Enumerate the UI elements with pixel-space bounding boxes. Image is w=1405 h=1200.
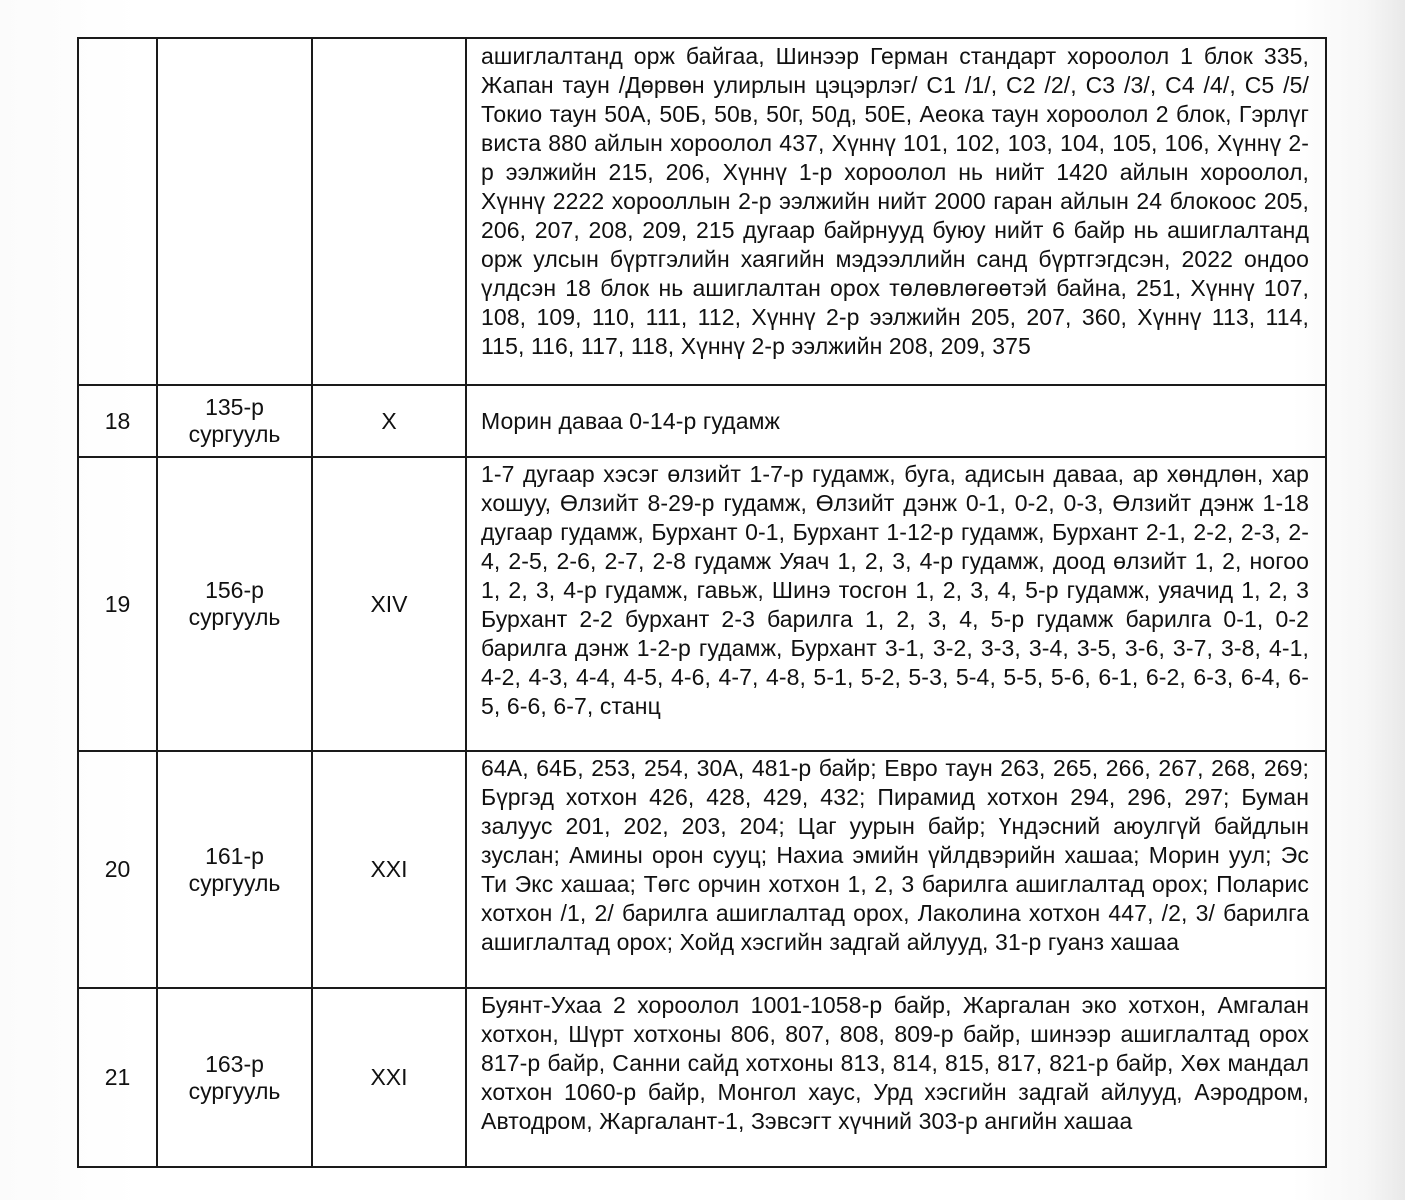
school-name (157, 457, 312, 751)
district-code: XXI (312, 988, 466, 1167)
district-code (312, 38, 466, 385)
service-area-cell (466, 751, 1326, 988)
service-area-text: 64А, 64Б, 253, 254, 30А, 481-р байр; Евро таун 263, 265, 266, 267, 268, 269; Бүргэд хотхон 426, 428, 429, 432; Пирамид хотхон 294, 296, 297; Буман залуус 201, 202, 203, 204; Цаг уурын байр; Үндэсний аюулгүй байдлын зуслан; Амины орон сууц; Нахиа эмийн үйлдвэрийн хашаа; Морин уул; Эс Ти Экс хашаа; Төгс орчин хотхон 1, 2, 3 барилга ашиглалтад орох; Поларис хотхон /1, 2/ барилга ашиглалтад орох, Лаколина хотхон 447, /2, 3/ барилга ашиглалтад орох; Хойд хэсгийн задгай айлууд, 31-р гуанз хашаа (481, 755, 1309, 955)
table-row (78, 751, 1326, 988)
table-row (78, 38, 1326, 385)
school-label: сургууль (188, 869, 281, 896)
school-name (157, 751, 312, 988)
service-area-text: Буянт-Ухаа 2 хороолол 1001-1058-р байр, Жаргалан эко хотхон, Амгалан хотхон, Шүрт хотхоны 806, 807, 808, 809-р байр, шинээр ашиглалтад орох 817-р байр, Санни сайд хотхоны 813, 814, 815, 817, 821-р байр, Хөх мандал хотхон 1060-р байр, Монгол хаус, Урд хэсгийн задгай айлууд, Аэродром, Автодром, Жаргалант-1, Зэвсэгт хүчний 303-р ангийн хашаа (481, 992, 1309, 1134)
school-number: 156-р (205, 577, 264, 603)
service-area-cell (466, 988, 1326, 1167)
school-label: сургууль (188, 604, 281, 630)
row-number: 20 (78, 751, 157, 988)
service-area-text: ашиглалтанд орж байгаа, Шинээр Герман стандарт хороолол 1 блок 335, Жапан таун /Дөрвөн улирлын цэцэрлэг/ С1 /1/, С2 /2/, С3 /3/, С4 /4/, С5 /5/ Токио таун 50А, 50Б, 50в, 50г, 50д, 50Е, Аеока таун хороолол 2 блок, Гэрлүг виста 880 айлын хороолол 437, Хүннү 101, 102, 103, 104, 105, 106, Хүннү 2-р ээлжийн 215, 206, Хүннү 1-р хороолол нь нийт 1420 айлын хороолол, Хүннү 2222 хорооллын 2-р ээлжийн нийт 2000 гаран айлын 24 блокоос 205, 206, 207, 208, 209, 215 дугаар байрнууд буюу нийт 6 байр нь ашиглалтанд орж улсын бүртгэлийн хаягийн мэдээллийн санд бүртгэгдсэн, 2022 ондоо үлдсэн 18 блок нь ашиглалтан орох төлөвлөгөөтэй байна, 251, Хүннү 107, 108, 109, 110, 111, 112, Хүннү 2-р ээлжийн 205, 207, 360, Хүннү 113, 114, 115, 116, 117, 118, Хүннү 2-р ээлжийн 208, 209, 375 (481, 43, 1309, 359)
service-area-cell (466, 385, 1326, 457)
row-number: 19 (78, 457, 157, 751)
table-row (78, 988, 1326, 1167)
service-area-cell (466, 38, 1326, 385)
school-name (157, 38, 312, 385)
row-number (78, 38, 157, 385)
school-number: 161-р (205, 842, 264, 869)
school-name (157, 988, 312, 1167)
scan-shadow (1365, 0, 1405, 1200)
row-number: 21 (78, 988, 157, 1167)
table-row (78, 457, 1326, 751)
school-name (157, 385, 312, 457)
district-code: XIV (312, 457, 466, 751)
row-number: 18 (78, 385, 157, 457)
school-district-table (77, 37, 1327, 1168)
school-label: сургууль (188, 1077, 281, 1104)
school-number: 163-р (205, 1050, 264, 1077)
service-area-cell (466, 457, 1326, 751)
district-code: XXI (312, 751, 466, 988)
service-area-text: Морин даваа 0-14-р гудамж (481, 407, 780, 434)
service-area-text: 1-7 дугаар хэсэг өлзийт 1-7-р гудамж, буга, адисын даваа, ар хөндлөн, хар хошуу, Өлзийт 8-29-р гудамж, Өлзийт дэнж 0-1, 0-2, 0-3, Өлзийт дэнж 1-18 дугаар гудамж, Бурхант 0-1, Бурхант 1-12-р гудамж, Бурхант 2-1, 2-2, 2-3, 2-4, 2-5, 2-6, 2-7, 2-8 гудамж Уяач 1, 2, 3, 4-р гудамж, доод өлзийт 1, 2, ногоо 1, 2, 3, 4-р гудамж, гавьж, Шинэ тосгон 1, 2, 3, 4, 5-р гудамж, уяачид 1, 2, 3 Бурхант 2-2 бурхант 2-3 барилга 1, 2, 3, 4, 5-р гудамж барилга 0-1, 0-2 барилга дэнж 1-2-р гудамж, Бурхант 3-1, 3-2, 3-3, 3-4, 3-5, 3-6, 3-7, 3-8, 4-1, 4-2, 4-3, 4-4, 4-5, 4-6, 4-7, 4-8, 5-1, 5-2, 5-3, 5-4, 5-5, 5-6, 6-1, 6-2, 6-3, 6-4, 6-5, 6-6, 6-7, станц (481, 461, 1309, 719)
table-row (78, 385, 1326, 457)
school-label: сургууль (188, 421, 281, 447)
school-number: 135-р (205, 394, 264, 420)
district-code: X (312, 385, 466, 457)
